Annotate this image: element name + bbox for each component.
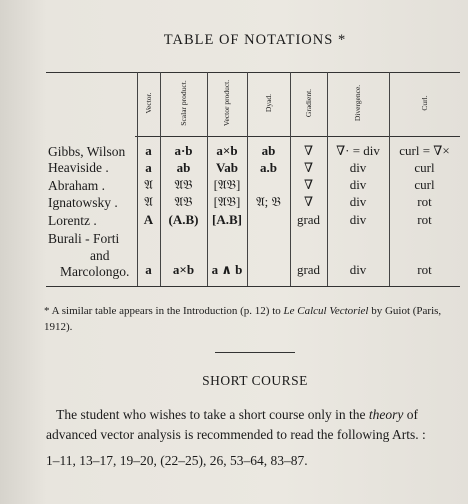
table-title bbox=[0, 32, 468, 49]
table-cell: 𝔄 bbox=[144, 177, 153, 192]
table-cell: (A.B) bbox=[168, 212, 199, 227]
table-cell: grad bbox=[296, 262, 321, 277]
table-cell: 𝔄𝔅 bbox=[174, 194, 193, 209]
table-cell: a ∧ b bbox=[211, 262, 243, 277]
paragraph-text-end: of advanced vector analysis is recommended to read the following Arts. : bbox=[46, 407, 426, 442]
table-cell: grad bbox=[296, 212, 321, 227]
table-cell: [𝔄𝔅] bbox=[213, 177, 241, 192]
table-cell: ∇· = div bbox=[336, 143, 380, 158]
table-cell: ∇ bbox=[303, 160, 314, 175]
table-cell: rot bbox=[417, 262, 432, 277]
table-cell: rot bbox=[417, 212, 432, 227]
table-cell: div bbox=[349, 194, 367, 209]
table-cell: curl bbox=[414, 177, 435, 192]
paragraph-emphasis: theory bbox=[368, 407, 404, 422]
footnote-text-end: by Guiot (Paris, 1912). bbox=[44, 305, 442, 333]
column-header: Dyad. bbox=[263, 93, 273, 113]
footnote-text: A similar table appears in the Introduction (p. 12) to bbox=[51, 305, 281, 317]
table-cell: a×b bbox=[172, 262, 195, 277]
section-divider bbox=[215, 352, 295, 353]
row-author: Gibbs, Wilson bbox=[48, 144, 126, 159]
column-header: Vector product. bbox=[222, 79, 231, 127]
section-title: SHORT COURSE bbox=[202, 373, 308, 388]
table-cell: rot bbox=[417, 194, 432, 209]
table-cell: a·b bbox=[174, 143, 193, 158]
footnote-book-title: Le Calcul Vectoriel bbox=[283, 305, 369, 317]
table-cell: ∇ bbox=[303, 194, 314, 209]
table-cell: ∇ bbox=[303, 177, 314, 192]
table-cell: a bbox=[145, 143, 152, 158]
column-header: Scalar product. bbox=[178, 80, 188, 126]
row-author: Burali - Forti bbox=[48, 231, 120, 246]
table-cell: ab bbox=[176, 160, 191, 175]
table-cell: div bbox=[349, 262, 367, 277]
table-cell: a bbox=[145, 160, 152, 175]
row-author: Lorentz . bbox=[48, 213, 97, 228]
table-cell: ∇ bbox=[303, 143, 314, 158]
footnote-mark: * bbox=[44, 305, 50, 317]
table-cell: 𝔄𝔅 bbox=[174, 177, 193, 192]
table-bottom-rule bbox=[46, 286, 460, 287]
table-cell: div bbox=[349, 160, 367, 175]
table-cell: [𝔄𝔅] bbox=[213, 194, 241, 209]
table-cell: 𝔄 bbox=[144, 194, 153, 209]
footnote bbox=[44, 303, 464, 335]
row-author: Abraham . bbox=[48, 178, 105, 193]
table-cell: [A.B] bbox=[212, 212, 242, 227]
table-cell: div bbox=[349, 177, 367, 192]
row-author: Ignatowsky . bbox=[48, 195, 118, 210]
table-cell: div bbox=[349, 212, 367, 227]
column-header: Curl. bbox=[419, 95, 429, 111]
row-author: Heaviside . bbox=[48, 160, 109, 175]
title-footnote-mark: * bbox=[337, 32, 347, 48]
table-top-rule bbox=[46, 72, 460, 73]
title-text: TABLE OF NOTATIONS bbox=[163, 32, 334, 48]
column-header: Gradient. bbox=[303, 88, 313, 118]
table-cell: 𝔄; 𝔅 bbox=[256, 194, 281, 209]
column-header: Divergence. bbox=[353, 84, 362, 122]
paragraph bbox=[46, 405, 466, 445]
column-header: Vector. bbox=[143, 92, 153, 114]
table-cell: curl bbox=[414, 160, 435, 175]
table-cell: curl = ∇× bbox=[399, 143, 450, 158]
table-cell: a×b bbox=[216, 143, 238, 158]
table-cell: a bbox=[145, 262, 152, 277]
paragraph-text: The student who wishes to take a short course only in the bbox=[56, 407, 366, 422]
article-references: 1–11, 13–17, 19–20, (22–25), 26, 53–64, 83–87. bbox=[46, 453, 308, 468]
table-cell: Vab bbox=[216, 160, 238, 175]
table-cell: A bbox=[143, 212, 154, 227]
row-author: Marcolongo. bbox=[60, 264, 130, 279]
row-author: and bbox=[90, 248, 110, 263]
table-cell: ab bbox=[261, 143, 276, 158]
table-cell: a.b bbox=[260, 160, 277, 175]
header-bottom-rule bbox=[135, 136, 460, 137]
